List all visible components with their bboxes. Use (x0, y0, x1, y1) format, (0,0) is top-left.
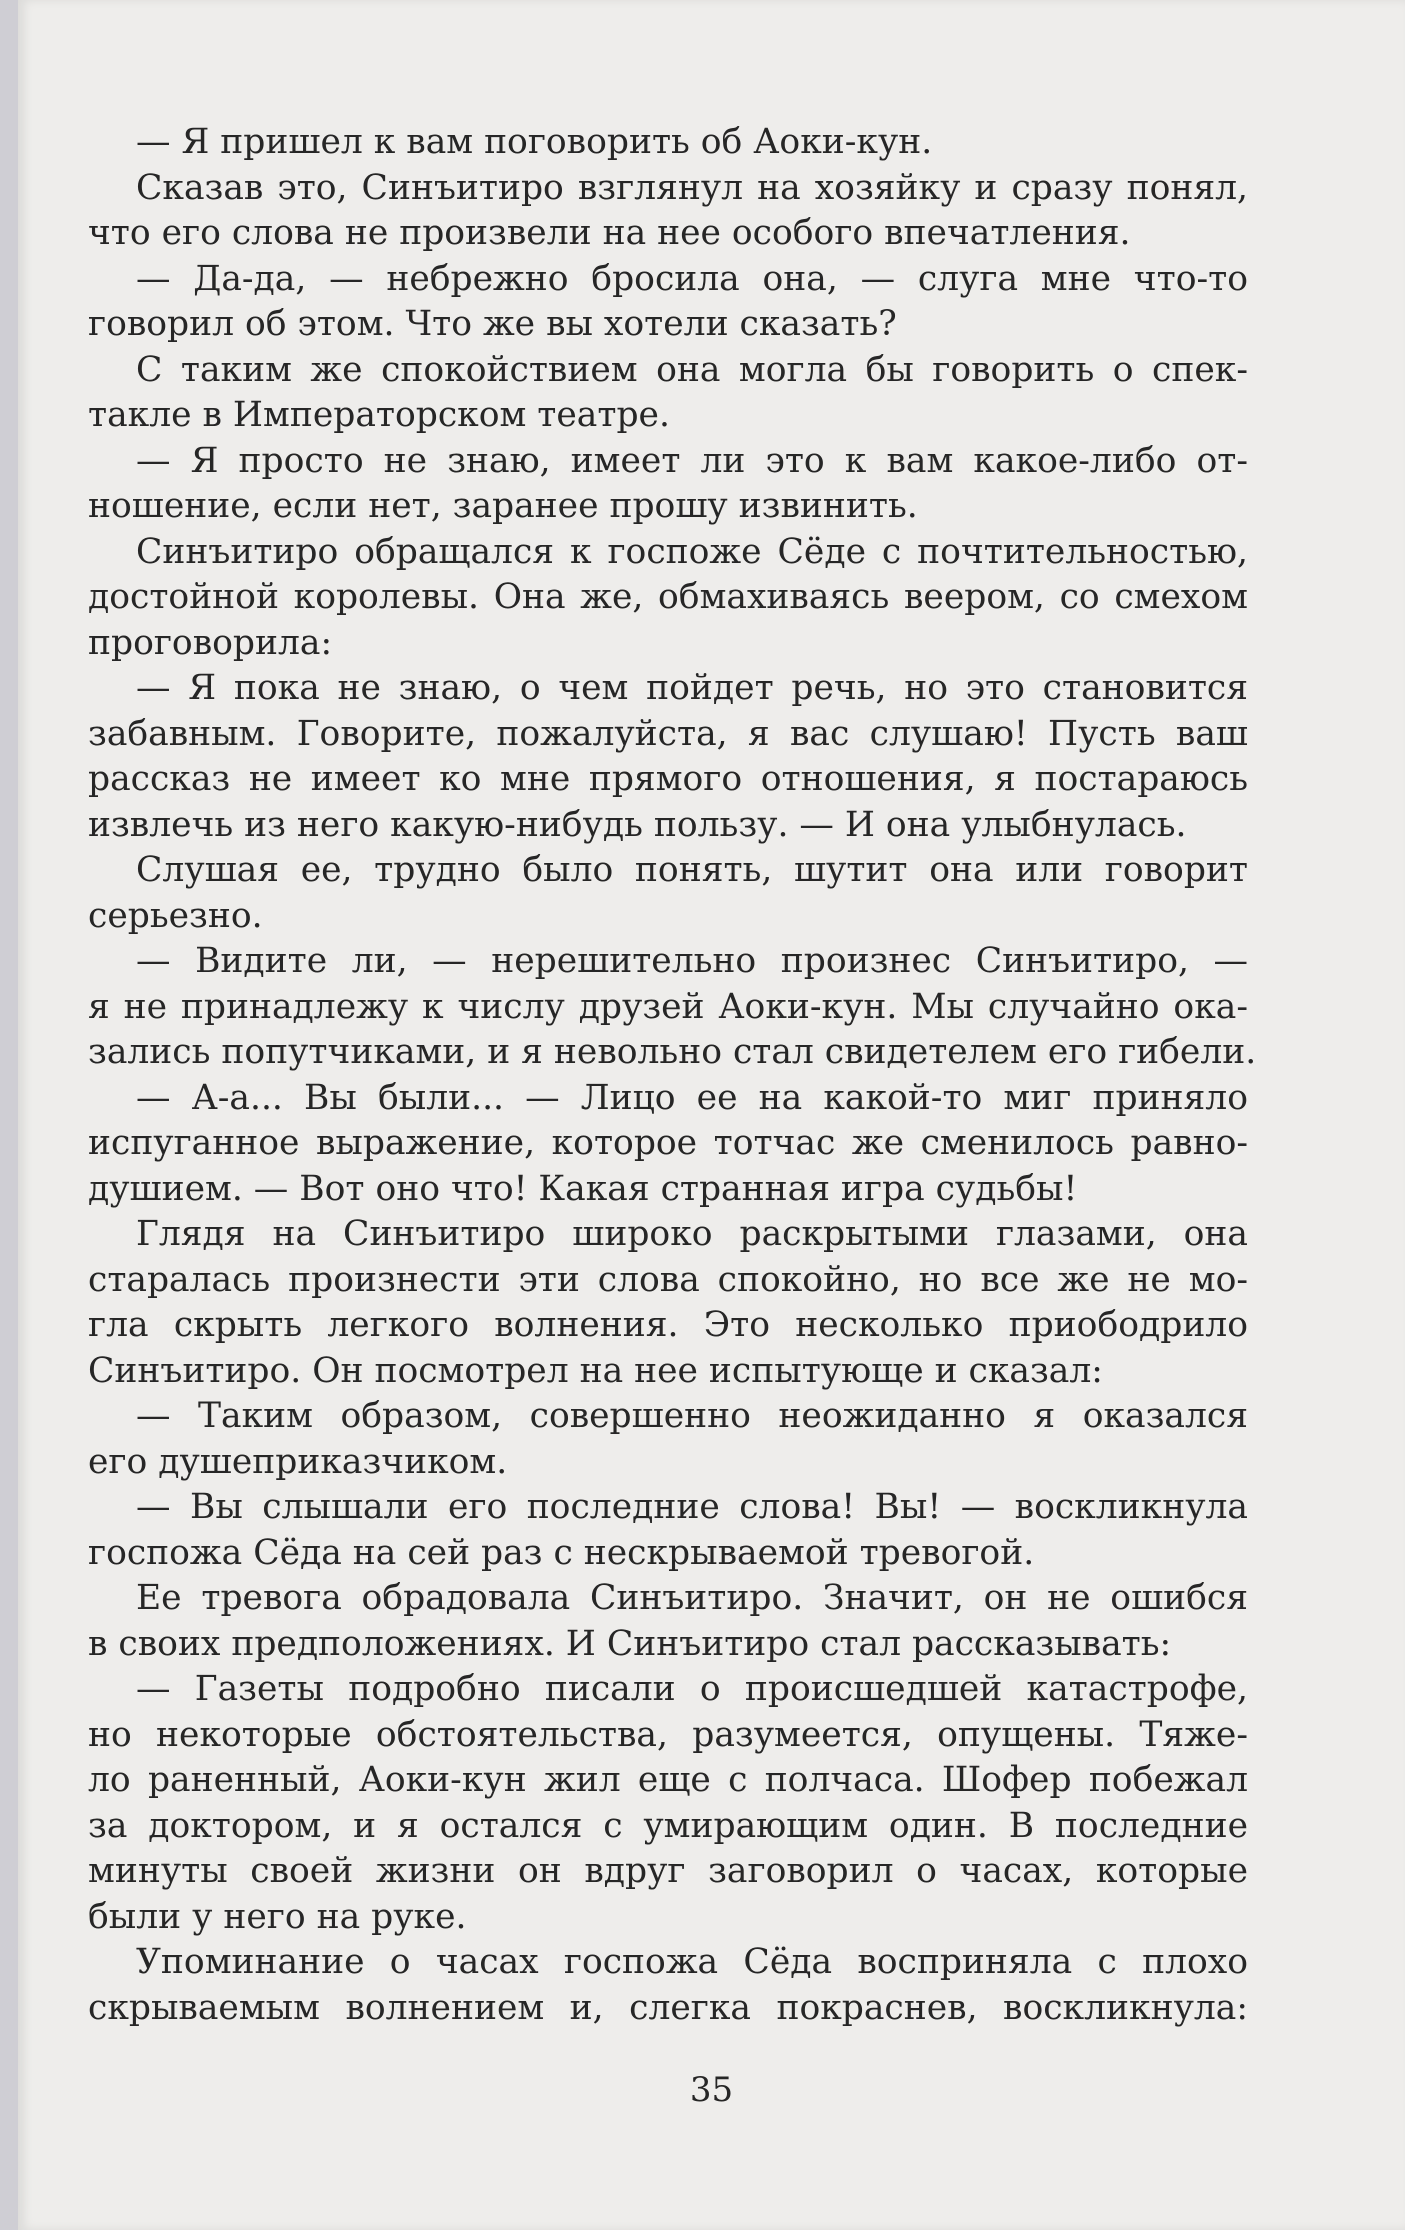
text-line: я не принадлежу к числу друзей Аоки-кун. Мы случайно ока- (88, 986, 1248, 1027)
text-line: минуты своей жизни он вдруг заговорил о часах, которые (88, 1851, 1248, 1891)
text-line: старалась произнести эти слова спокойно, но все же не мо- (88, 1259, 1248, 1300)
text-line: но некоторые обстоятельства, разумеется, опущены. Тяже- (88, 1714, 1248, 1755)
text-line: проговорила: (88, 622, 333, 663)
text-line: Упоминание о часах госпожа Сёда восприняла с плохо (136, 1942, 1248, 1982)
text-line: что его слова не произвели на нее особого впечатления. (88, 213, 1131, 253)
text-line: госпожа Сёда на сей раз с нескрываемой тревогой. (88, 1532, 1035, 1573)
text-line: скрываемым волнением и, слегка покраснев, воскликнула: (88, 1987, 1248, 2028)
text-line: — Да-да, — небрежно бросила она, — слуга мне что-то (136, 258, 1248, 299)
text-line: были у него на руке. (88, 1896, 467, 1937)
text-line: извлечь из него какую-нибудь пользу. — И она улыбнулась. (88, 804, 1187, 845)
book-page (18, 0, 1405, 2230)
text-line: за доктором, и я остался с умирающим один. В последние (88, 1805, 1248, 1846)
text-line: ношение, если нет, заранее прошу извинить. (88, 486, 918, 526)
text-line: — Таким образом, совершенно неожиданно я оказался (136, 1396, 1248, 1436)
text-line: забавным. Говорите, пожалуйста, я вас слушаю! Пусть ваш (88, 713, 1248, 754)
text-line: рассказ не имеет ко мне прямого отношения, я постараюсь (88, 759, 1248, 799)
text-line: — Я пришел к вам поговорить об Аоки-кун. (136, 122, 933, 162)
text-line: — Видите ли, — нерешительно произнес Синъитиро, — (136, 941, 1248, 981)
text-line: такле в Императорском театре. (88, 395, 670, 435)
text-line: испуганное выражение, которое тотчас же сменилось равно- (88, 1123, 1248, 1163)
text-line: Ее тревога обрадовала Синъитиро. Значит, он не ошибся (136, 1578, 1248, 1618)
text-line: серьезно. (88, 895, 263, 936)
text-line: С таким же спокойствием она могла бы говорить о спек- (136, 349, 1248, 390)
text-line: Синъитиро. Он посмотрел на нее испытующе и сказал: (88, 1350, 1103, 1391)
text-line: говорил об этом. Что же вы хотели сказать? (88, 304, 897, 344)
text-line: душием. — Вот оно что! Какая странная игра судьбы! (88, 1168, 1078, 1209)
text-line: достойной королевы. Она же, обмахиваясь веером, со смехом (88, 577, 1248, 617)
text-line: — Я просто не знаю, имеет ли это к вам какое-либо от- (136, 440, 1248, 481)
text-line: Слушая ее, трудно было понять, шутит она или говорит (136, 850, 1248, 890)
text-line: — Вы слышали его последние слова! Вы! — воскликнула (136, 1487, 1248, 1527)
text-line: гла скрыть легкого волнения. Это несколько приободрило (88, 1305, 1248, 1345)
text-line: Глядя на Синъитиро широко раскрытыми глазами, она (136, 1214, 1248, 1254)
text-line: Сказав это, Синъитиро взглянул на хозяйку и сразу понял, (136, 167, 1248, 208)
text-line: в своих предположениях. И Синъитиро стал рассказывать: (88, 1623, 1172, 1664)
text-line: его душеприказчиком. (88, 1441, 508, 1482)
page-number: 35 (689, 2070, 734, 2110)
text-line: ло раненный, Аоки-кун жил еще с полчаса. Шофер побежал (88, 1760, 1248, 1800)
text-line: зались попутчиками, и я невольно стал свидетелем его гибели. (88, 1032, 1257, 1072)
text-line: — Я пока не знаю, о чем пойдет речь, но это становится (136, 668, 1248, 708)
text-line: — Газеты подробно писали о происшедшей катастрофе, (136, 1669, 1248, 1709)
text-line: — А-а... Вы были... — Лицо ее на какой-то миг приняло (136, 1077, 1248, 1118)
text-line: Синъитиро обращался к госпоже Сёде с почтительностью, (136, 531, 1248, 572)
body-text (88, 120, 1257, 2031)
